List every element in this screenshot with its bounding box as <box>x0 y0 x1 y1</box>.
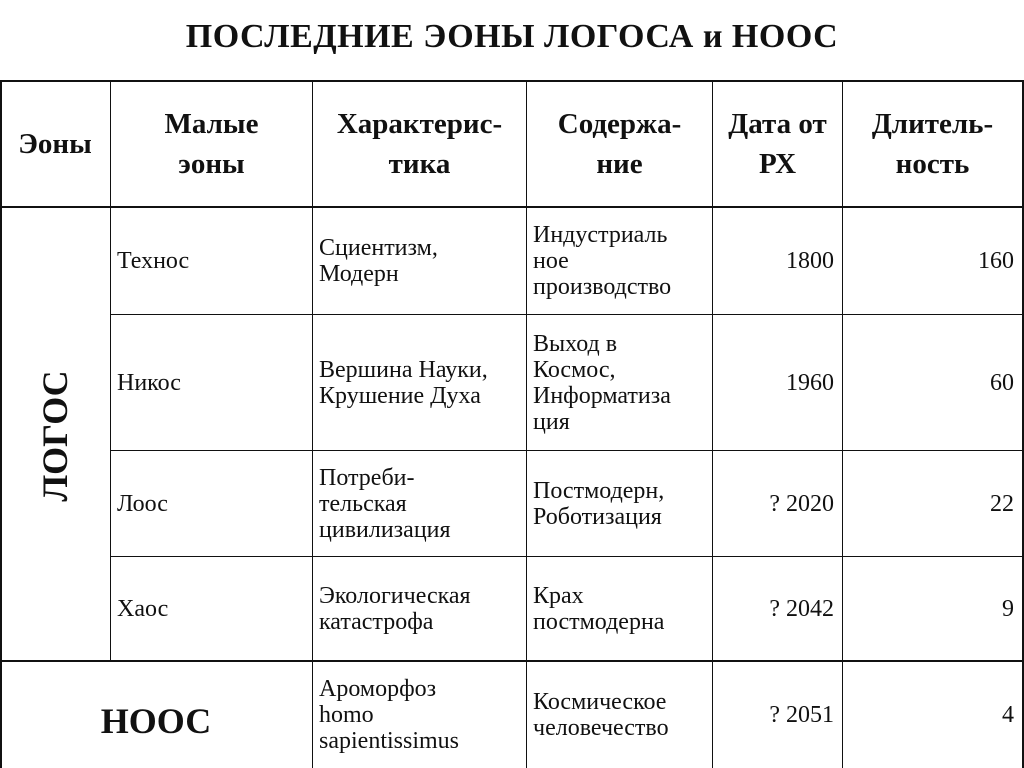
cell-text: Ароморфоз <box>319 676 437 702</box>
cell-text: цивилизация <box>319 516 451 543</box>
cell-text: Космос, <box>533 356 616 383</box>
header-text: Характерис- <box>336 108 503 140</box>
table-row-characteristic <box>313 208 526 314</box>
cell-text: Потреби- <box>319 464 415 491</box>
cell-text: Лоос <box>117 490 168 517</box>
cell-text: homo <box>319 702 374 728</box>
cell-text: ? 2042 <box>769 595 834 622</box>
table-row-content <box>527 451 712 556</box>
cell-text: Постмодерн, <box>533 477 665 504</box>
header-text: эоны <box>178 148 245 180</box>
table-row-duration <box>843 315 1022 450</box>
header-characteristic <box>313 82 526 206</box>
cell-text: ? 2020 <box>769 490 834 517</box>
header-text: РХ <box>758 148 797 180</box>
cell-text: человечество <box>533 715 669 741</box>
header-small-eons <box>111 82 312 206</box>
cell-text: Вершина Науки, <box>319 356 488 383</box>
header-date <box>713 82 842 206</box>
table-row-duration <box>843 208 1022 314</box>
table-row-name <box>111 451 312 556</box>
table-row-content <box>527 557 712 660</box>
table-row-date <box>713 451 842 556</box>
cell-text: Роботизация <box>533 503 662 530</box>
cell-text: постмодерна <box>533 608 665 635</box>
cell-text: Крушение Духа <box>319 382 481 409</box>
page-title: ПОСЛЕДНИЕ ЭОНЫ ЛОГОСА и НООС <box>185 18 839 55</box>
cell-text: ция <box>533 408 570 435</box>
table-row-name <box>111 208 312 314</box>
table-row-content <box>527 208 712 314</box>
cell-text: Крах <box>533 582 584 609</box>
header-text: Длитель- <box>871 108 994 140</box>
header-eons <box>0 82 110 206</box>
table-row-content <box>527 662 712 768</box>
table-row-duration <box>843 557 1022 660</box>
table-row-name <box>111 315 312 450</box>
cell-text: 4 <box>1002 702 1014 728</box>
table-row-duration <box>843 662 1022 768</box>
cell-text: Никос <box>117 369 181 396</box>
cell-text: Индустриаль <box>533 222 668 248</box>
cell-text: Космическое <box>533 689 667 715</box>
cell-text: 1800 <box>786 248 834 274</box>
cell-text: Выход в <box>533 330 618 357</box>
table-row-content <box>527 315 712 450</box>
group-label-logos: ЛОГОС <box>35 370 75 502</box>
cell-text: Технос <box>117 248 190 274</box>
table-row-name <box>111 557 312 660</box>
header-text: Малые <box>164 108 259 140</box>
cell-text: Экологическая <box>319 582 471 609</box>
header-text: Дата от <box>728 108 827 140</box>
cell-text: Сциентизм, <box>319 235 438 261</box>
table-row-date <box>713 208 842 314</box>
cell-text: катастрофа <box>319 608 434 635</box>
cell-text: Информатиза <box>533 382 671 409</box>
header-content <box>527 82 712 206</box>
cell-text: производство <box>533 274 672 300</box>
cell-text: 22 <box>990 490 1014 517</box>
table-row-date <box>713 315 842 450</box>
header-eons-label: Эоны <box>18 128 92 160</box>
header-text: Содержа- <box>557 108 682 140</box>
group-label-noos: НООС <box>100 701 212 741</box>
table-row-date <box>713 662 842 768</box>
cell-text: ? 2051 <box>769 702 834 728</box>
table-row-characteristic <box>313 315 526 450</box>
header-text: ность <box>895 148 970 180</box>
cell-text: 160 <box>978 248 1014 274</box>
cell-text: 1960 <box>786 369 834 396</box>
cell-text: 60 <box>990 369 1014 396</box>
table-row-characteristic <box>313 662 526 768</box>
table-row-duration <box>843 451 1022 556</box>
cell-text: Хаос <box>117 595 169 622</box>
cell-text: 9 <box>1002 595 1014 622</box>
cell-text: ное <box>533 248 569 274</box>
header-text: ние <box>596 148 643 180</box>
cell-text: тельская <box>319 490 407 517</box>
table-row-characteristic <box>313 451 526 556</box>
header-text: тика <box>388 148 451 180</box>
header-duration <box>843 82 1022 206</box>
cell-text: sapientissimus <box>319 728 460 754</box>
table-row-date <box>713 557 842 660</box>
table-row-characteristic <box>313 557 526 660</box>
cell-text: Модерн <box>319 261 399 287</box>
